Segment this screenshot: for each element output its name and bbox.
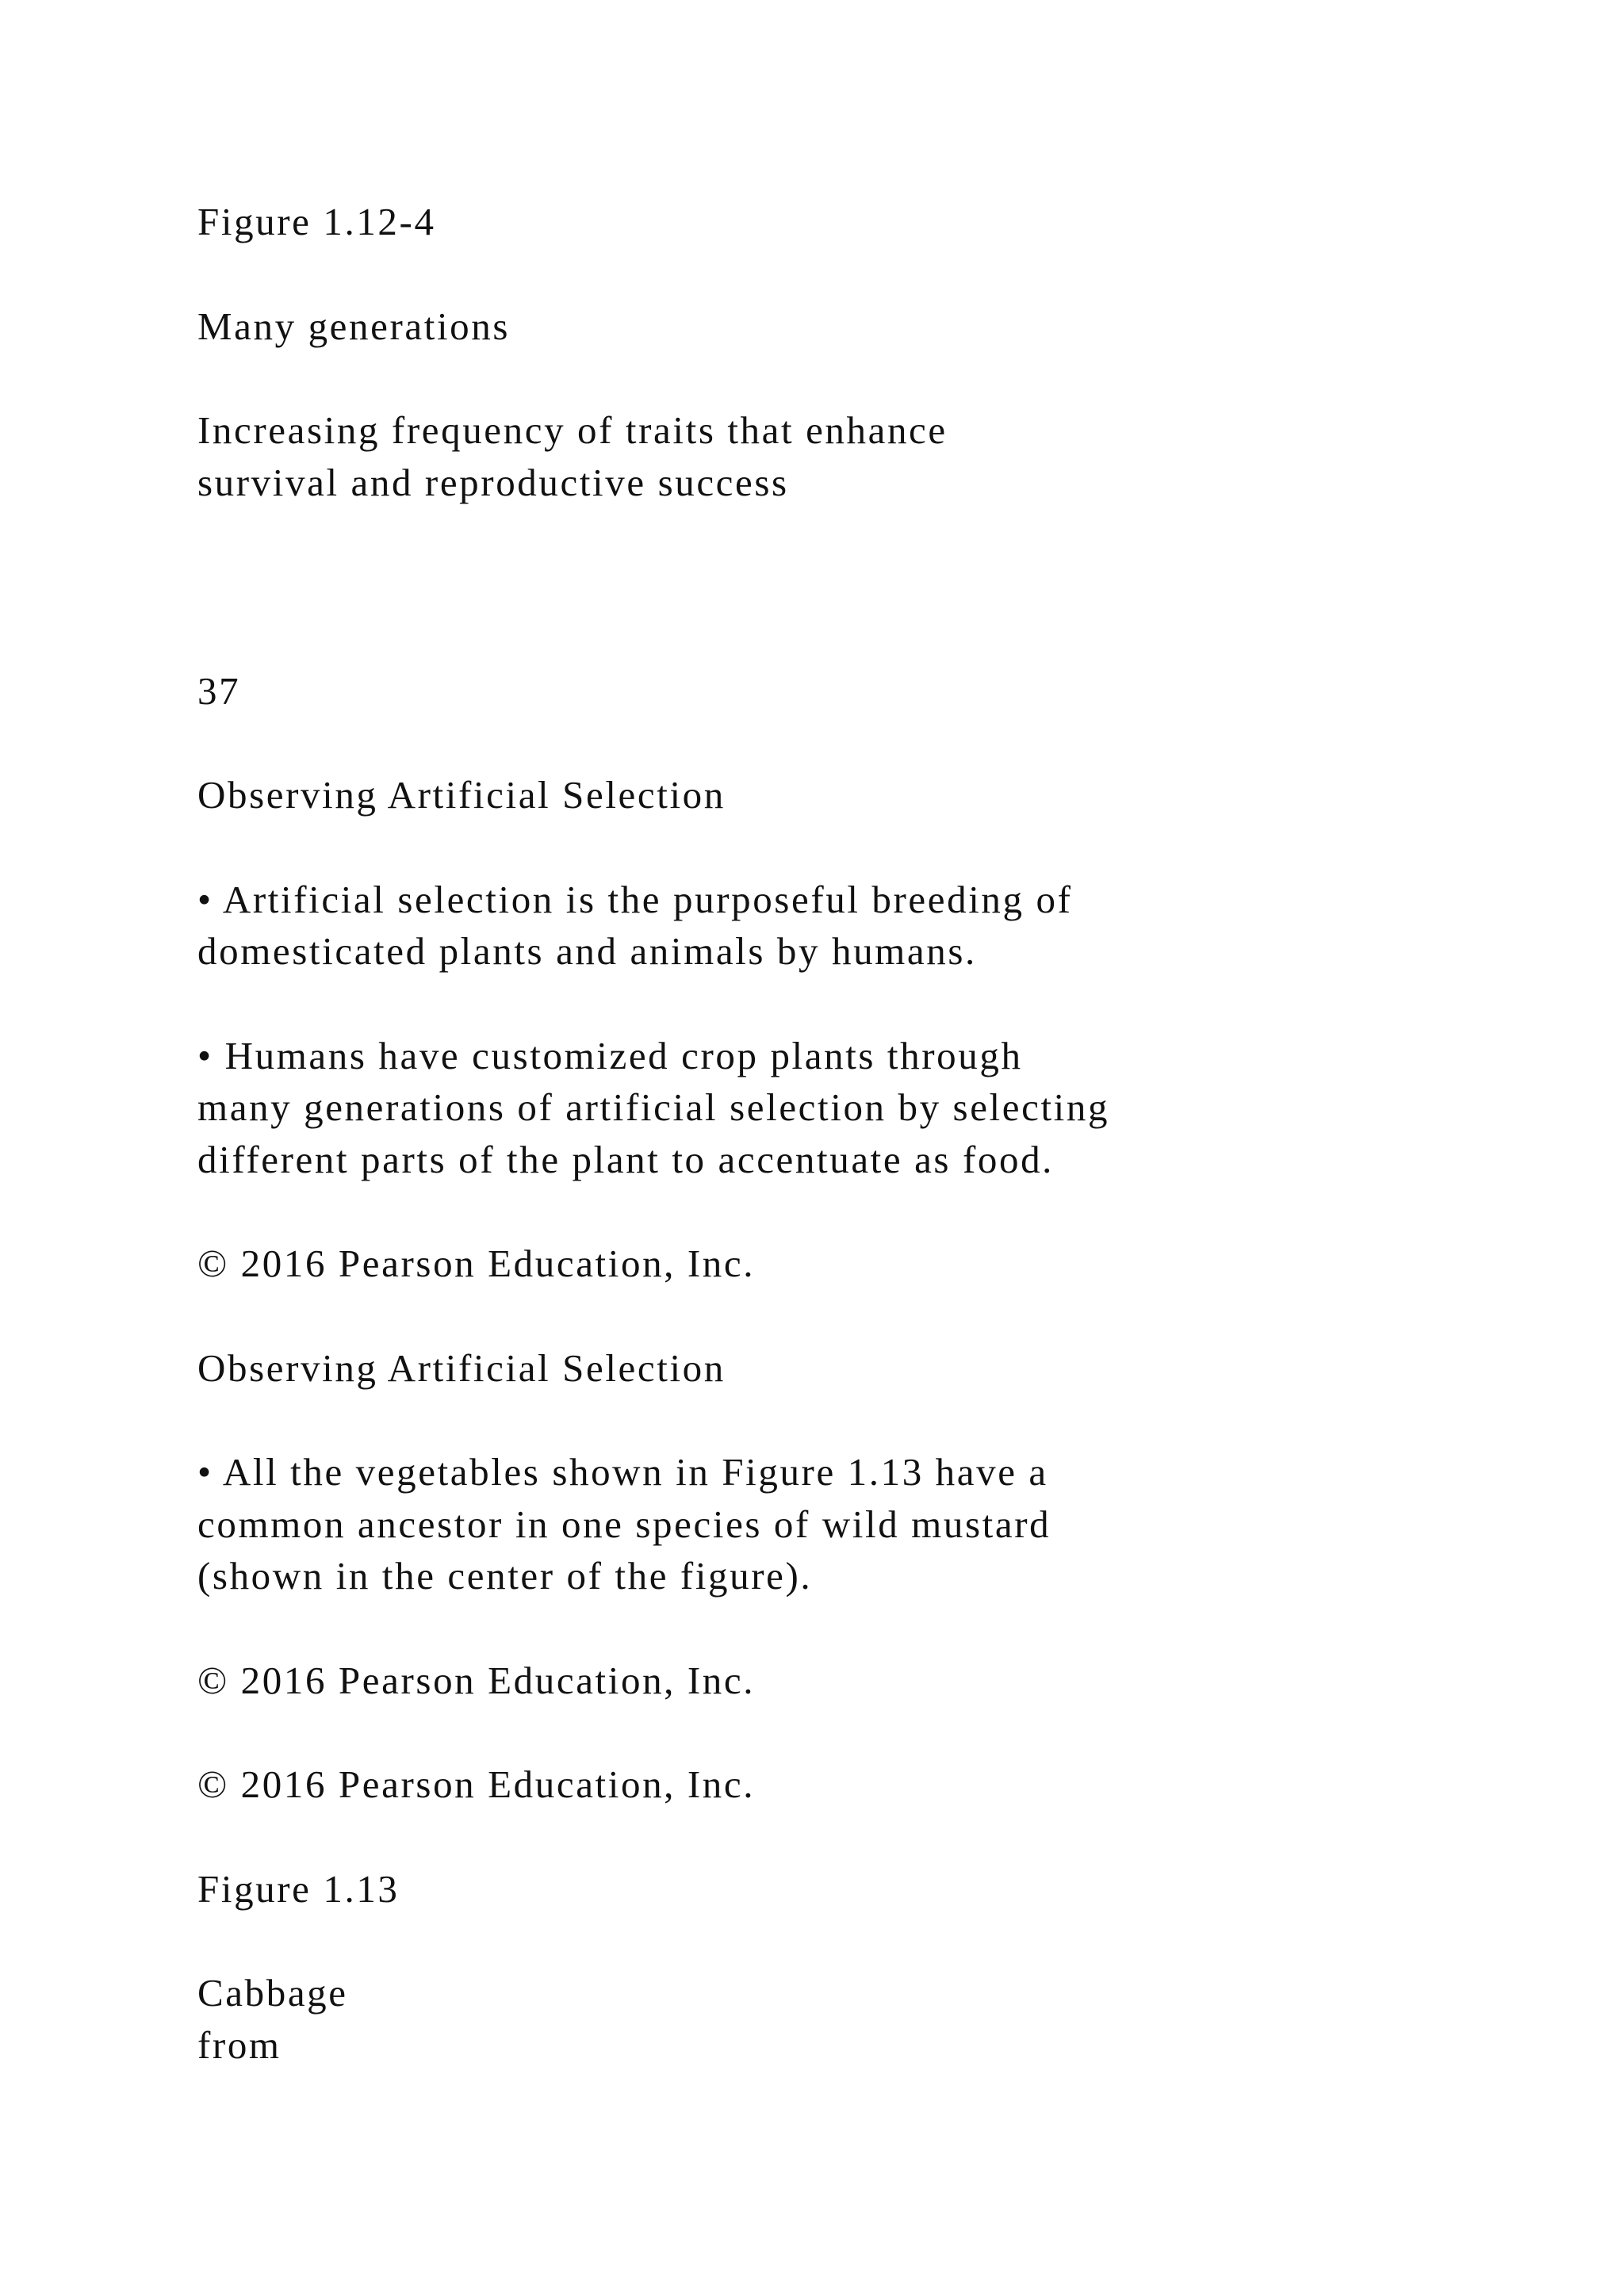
bullet-vegetables-line-2: common ancestor in one species of wild mustard bbox=[197, 1502, 1051, 1546]
figure-label-many-generations: Many generations bbox=[197, 304, 511, 348]
section-heading: Observing Artificial Selection bbox=[197, 773, 726, 817]
bullet-crop-plants-line-1: • Humans have customized crop plants through bbox=[197, 1034, 1023, 1077]
bullet-vegetables-line-1: • All the vegetables shown in Figure 1.13 have a bbox=[197, 1450, 1048, 1494]
figure-caption-1-13: Figure 1.13 bbox=[197, 1867, 400, 1911]
copyright-notice: © 2016 Pearson Education, Inc. bbox=[197, 1659, 756, 1702]
figure-caption-1-12-4: Figure 1.12-4 bbox=[197, 200, 436, 243]
bullet-crop-plants-line-2: many generations of artificial selection by selecting bbox=[197, 1085, 1110, 1129]
figure-label-from: from bbox=[197, 2023, 282, 2067]
copyright-notice: © 2016 Pearson Education, Inc. bbox=[197, 1242, 756, 1285]
figure-label-traits-line-2: survival and reproductive success bbox=[197, 461, 789, 504]
copyright-notice: © 2016 Pearson Education, Inc. bbox=[197, 1762, 756, 1806]
page-number: 37 bbox=[197, 669, 241, 713]
figure-label-cabbage: Cabbage bbox=[197, 1971, 348, 2015]
bullet-artificial-selection-line-2: domesticated plants and animals by humans. bbox=[197, 929, 977, 973]
figure-label-traits-line-1: Increasing frequency of traits that enhance bbox=[197, 408, 948, 452]
bullet-crop-plants-line-3: different parts of the plant to accentuate as food. bbox=[197, 1138, 1055, 1181]
bullet-vegetables-line-3: (shown in the center of the figure). bbox=[197, 1554, 813, 1598]
section-heading: Observing Artificial Selection bbox=[197, 1346, 726, 1390]
bullet-artificial-selection-line-1: • Artificial selection is the purposeful breeding of bbox=[197, 878, 1073, 921]
